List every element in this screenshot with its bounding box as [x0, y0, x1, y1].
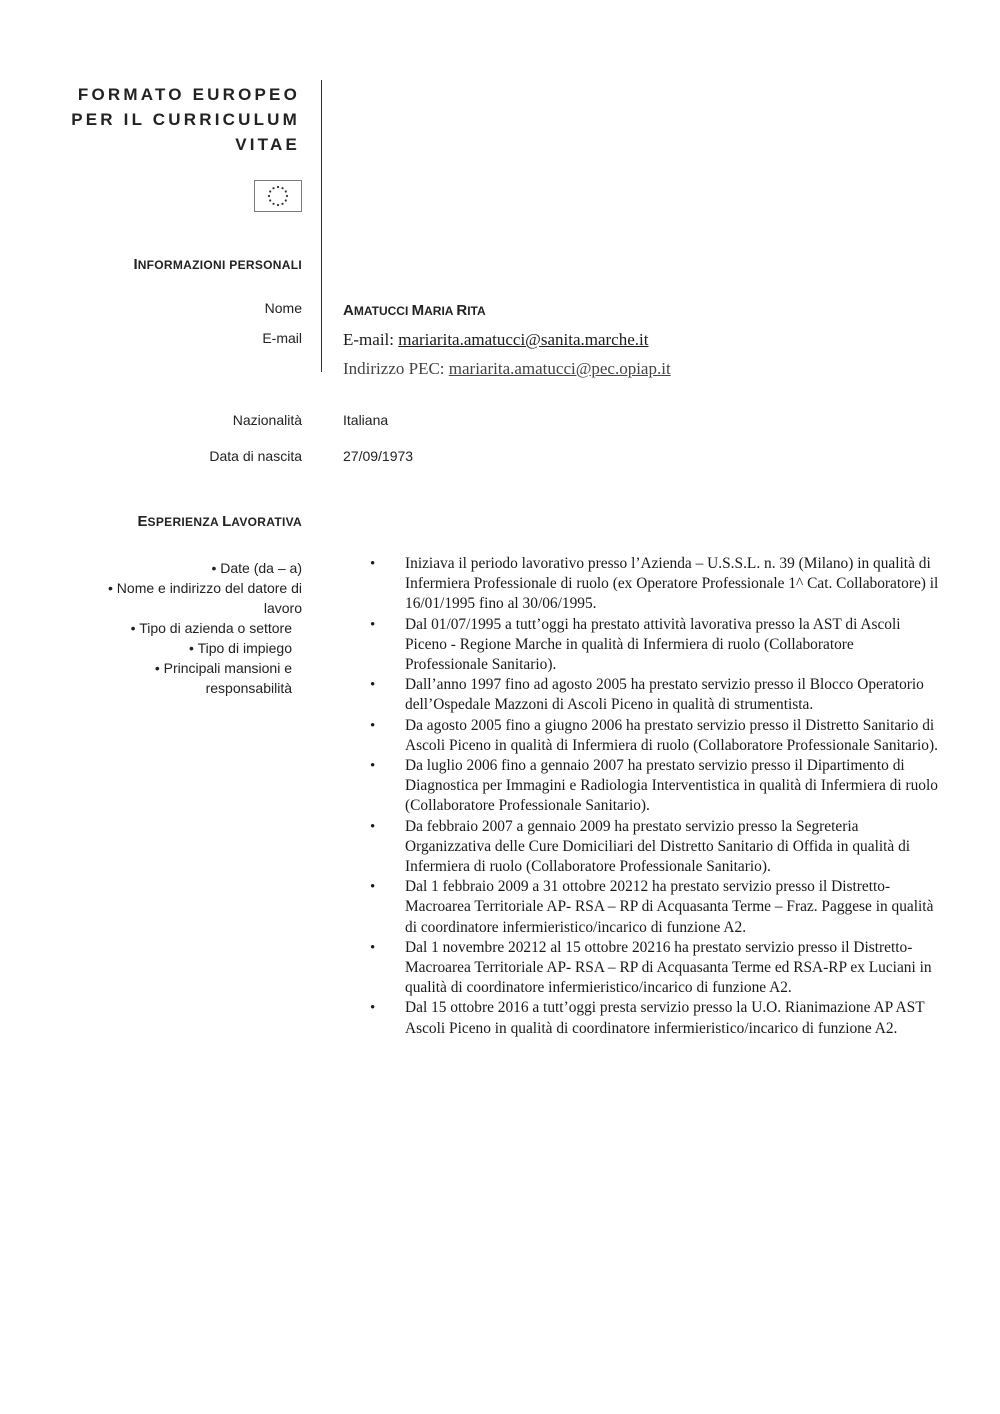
pec-prefix: Indirizzo PEC:: [343, 359, 449, 378]
experience-field-labels: [60, 558, 302, 698]
name-initial: A: [343, 302, 354, 319]
section-title-rest: AVORATIVA: [231, 515, 302, 529]
name-rest: ITA: [467, 304, 486, 318]
list-item: • Dal 15 ottobre 2016 a tutt’oggi presta servizio presso la U.O. Rianimazione AP AST Ascoli Piceno in qualità di coordinatore infermieristico/incarico di funzione A2.: [370, 998, 940, 1038]
list-item: • Iniziava il periodo lavorativo presso l’Azienda – U.S.S.L. n. 39 (Milano) in qualità di Infermiera Professionale di ruolo (ex Operatore Professionale 1^ Cat. Collaboratore) il 16/01/1995 fino al 30/06/1995.: [370, 554, 940, 615]
experience-label-dates: • Date (da – a): [211, 560, 302, 576]
name-value: [343, 302, 486, 320]
section-title-initial: E: [137, 513, 148, 530]
section-title-rest: SPERIENZA: [147, 515, 223, 529]
experience-list: [370, 554, 940, 1039]
eu-flag-icon: [254, 180, 302, 212]
document-title: [60, 82, 300, 157]
section-title-initial: I: [133, 256, 138, 273]
nationality-label: Nazionalità: [232, 412, 302, 428]
experience-label-duties-cont: responsabilità: [205, 680, 292, 696]
list-item: • Da agosto 2005 fino a giugno 2006 ha prestato servizio presso il Distretto Sanitario di Ascoli Piceno in qualità di Infermiera di ruolo (Collaboratore Professionale Sanitario).: [370, 716, 940, 756]
list-item: • Da luglio 2006 fino a gennaio 2007 ha prestato servizio presso il Dipartimento di Diagnostica per Immagini e Radiologia Interventistica in qualità di Infermiera di ruolo (Collaboratore Professionale Sanitario).: [370, 756, 940, 817]
section-title-personal: [0, 256, 302, 274]
document-title-line: FORMATO EUROPEO: [77, 85, 300, 104]
birth-date-value: 27/09/1973: [343, 448, 414, 464]
pec-link[interactable]: mariarita.amatucci@pec.opiap.it: [448, 359, 671, 378]
nationality-value: Italiana: [343, 412, 389, 428]
experience-label-company-type: • Tipo di azienda o settore: [130, 620, 292, 636]
list-item: • Dal 1 novembre 20212 al 15 ottobre 20216 ha prestato servizio presso il Distretto-Macroarea Territoriale AP- RSA – RP di Acquasanta Terme ed RSA-RP ex Luciani in qualità di coordinatore infermieristico/incarico di funzione A2.: [370, 938, 940, 999]
name-rest: ARIA: [424, 304, 457, 318]
experience-label-employer: • Nome e indirizzo del datore di: [108, 580, 302, 596]
vertical-divider: [321, 80, 322, 372]
document-title-line: PER IL CURRICULUM: [71, 110, 300, 129]
email-label: E-mail: [262, 330, 302, 346]
list-item: • Da febbraio 2007 a gennaio 2009 ha prestato servizio presso la Segreteria Organizzativa delle Cure Domiciliari del Distretto Sanitario di Offida in qualità di Infermiera di ruolo (Collaboratore Professionale Sanitario).: [370, 817, 940, 878]
pec-line: [343, 359, 671, 379]
section-title-rest: NFORMAZIONI PERSONALI: [137, 258, 302, 272]
list-item: • Dall’anno 1997 fino ad agosto 2005 ha prestato servizio presso il Blocco Operatorio dell’Ospedale Mazzoni di Ascoli Piceno in qualità di strumentista.: [370, 675, 940, 715]
experience-label-duties: • Principali mansioni e: [154, 660, 292, 676]
email-line: [343, 330, 648, 350]
email-prefix: E-mail:: [343, 330, 399, 349]
section-title-initial: L: [222, 513, 232, 530]
document-title-line: VITAE: [235, 135, 300, 154]
name-label: Nome: [264, 300, 302, 316]
birth-date-label: Data di nascita: [209, 448, 302, 464]
name-initial: R: [456, 302, 468, 319]
name-rest: MATUCCI: [353, 304, 412, 318]
experience-label-job-type: • Tipo di impiego: [189, 640, 292, 656]
list-item: • Dal 1 febbraio 2009 a 31 ottobre 20212 ha prestato servizio presso il Distretto-Macroarea Territoriale AP- RSA – RP di Acquasanta Terme – Fraz. Paggese in qualità di coordinatore infermieristico/incarico di funzione A2.: [370, 877, 940, 938]
list-item: • Dal 01/07/1995 a tutt’oggi ha prestato attività lavorativa presso la AST di Ascoli Piceno - Regione Marche in qualità di Infermiera di ruolo (Collaboratore Professionale Sanitario).: [370, 615, 940, 676]
email-link[interactable]: mariarita.amatucci@sanita.marche.it: [398, 330, 649, 349]
name-initial: M: [411, 302, 425, 319]
section-title-experience: [0, 513, 302, 531]
experience-label-employer-cont: lavoro: [263, 600, 302, 616]
